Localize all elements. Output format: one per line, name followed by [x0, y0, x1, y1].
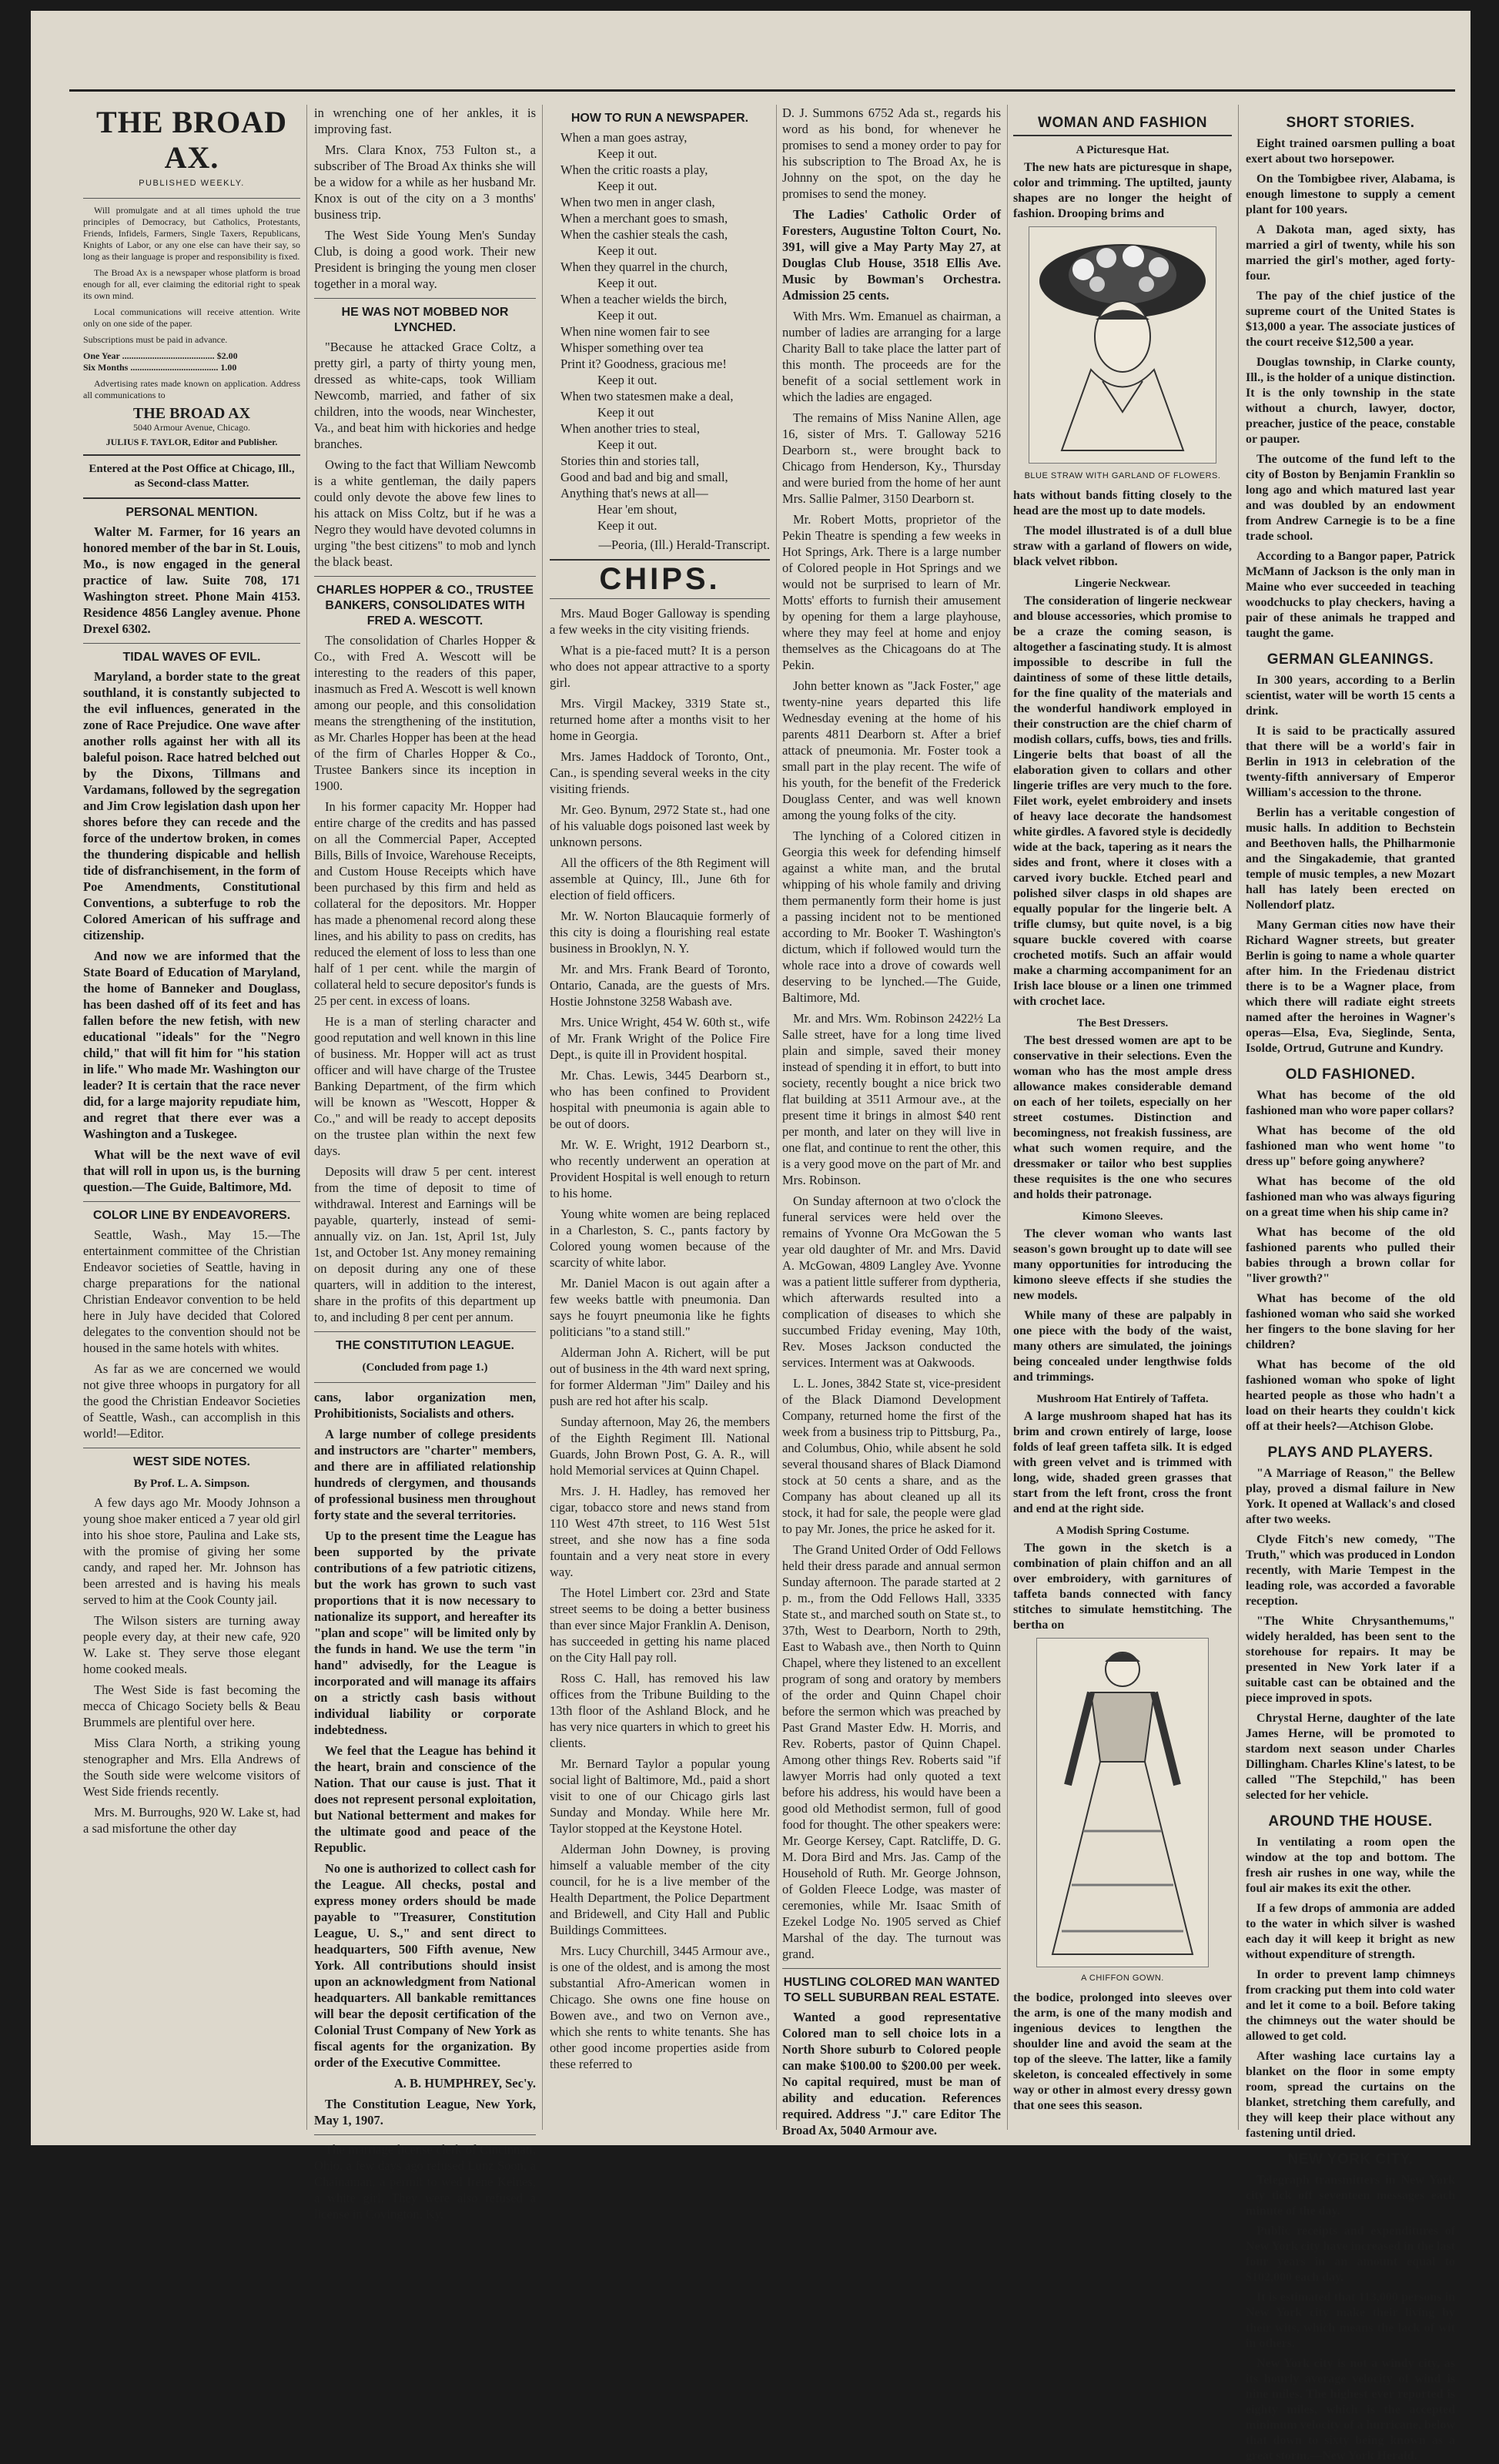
- german-item: It is said to be practically assured that there will be a world's fair in Berlin in 1913 in celebration of the twenty-fifth anniversary of Emperor William's accession to the throne.: [1246, 725, 1455, 799]
- masthead-editor: JULIUS F. TAYLOR, Editor and Publisher.: [105, 437, 278, 447]
- chips-item: Mrs. Unice Wright, 454 W. 60th st., wife of Mr. Frank Wright of the Police Fire Dept., is quite ill in Provident hospital.: [550, 1015, 770, 1062]
- west-side-p1: A few days ago Mr. Moody Johnson a young shoe maker enticed a 7 year old girl into his shoe store, Paulina and Lake sts, with the promise of giving her some candy, and raped her. Mr. Johnson has been arrested and is having his meals served to him at the Cook County jail.: [83, 1495, 300, 1607]
- nyc-item: It is estimated that 113,000 persons in New York city make their living by their wits, which means the lack of wit in others.: [1246, 2291, 1455, 2350]
- poem-line: Whisper something over tea: [560, 340, 704, 355]
- old-fashioned-heading: OLD FASHIONED.: [1285, 1066, 1416, 1083]
- old-fashioned-item: What has become of the old fashioned man who wore paper collars?: [1246, 1089, 1455, 1117]
- short-story: According to a Bangor paper, Patrick McMann of Jackson is the only man in Maine who ever succeeded in teaching woodchucks to play checkers, having a pair of these animals he trapped and taught the game.: [1246, 550, 1455, 640]
- constitution-league-sub: (Concluded from page 1.): [362, 1361, 488, 1374]
- house-item: After washing lace curtains lay a blanket on the floor in some empty room, spread the curtains on the blanket, stretching them carefully, and they will keep their place without any fastening until dried.: [1246, 2050, 1455, 2140]
- chips-item: Mr. and Mrs. Frank Beard of Toronto, Ontario, Canada, are the guests of Mrs. Hostie Johnstone 3258 Wabash ave.: [550, 962, 770, 1009]
- woman-fashion-heading: WOMAN AND FASHION: [1013, 114, 1232, 136]
- nyc-item: Public receipts and expenditures of New York city have increased in the last four years in an amount equal to $102,000 each day.: [1246, 2225, 1455, 2284]
- short-story: Douglas township, in Clarke county, Ill., is the holder of a unique distinction. It is the only township in the state without a church, lawyer, doctor, preacher, justice of the peace, constable or pauper.: [1246, 356, 1455, 446]
- column-1: [83, 105, 300, 2130]
- chips-item: Mr. W. E. Wright, 1912 Dearborn st., who recently underwent an operation at Provident Hospital is well enough to return to his home.: [550, 1137, 770, 1200]
- hat-illustration: [1029, 226, 1216, 464]
- kimono-text: The clever woman who wants last season's gown brought up to date will see many opportunities for introducing the kimono sleeve effects if she studies the new models.: [1013, 1227, 1232, 1302]
- color-line-p2: As far as we are concerned we would not give three whoops in purgatory for all the good the Christian Endeavor Societies of Seattle, Wash., can accomplish in this world!—Editor.: [83, 1361, 300, 1441]
- color-line-p1: Seattle, Wash., May 15.—The entertainment committee of the Christian Endeavor societies of Seattle, having in charge preparations for the national Christian Endeavor convention to be held here in July have decided that Colored delegates to the convention should not be housed in the same hotels with whites.: [83, 1227, 300, 1355]
- column-divider: [1007, 105, 1008, 2130]
- catholic-foresters-notice: The Ladies' Catholic Order of Foresters, Augustine Tolton Court, No. 391, will give a May Party May 27, at Douglas Club House, 3518 Ellis Ave. Music by Bowman's Orchestra. Admission 25 cents.: [782, 207, 1001, 303]
- mushroom-hat-text: A large mushroom shaped hat has its brim and crown entirely of large, loose folds of leaf green taffeta silk. It is edged with green velvet and is trimmed with long, wide, shaded green grasses that start from the left front, cross the front and end at the right side.: [1013, 1410, 1232, 1515]
- short-story: On the Tombigbee river, Alabama, is enough limestone to supply a cement plant for 100 years.: [1246, 172, 1455, 216]
- chips-item: Mrs. Maud Boger Galloway is spending a few weeks in the city visiting friends.: [550, 606, 770, 637]
- poem-line: Keep it out.: [597, 243, 657, 258]
- masthead-local: Local communications will receive attention. Write only on one side of the paper.: [83, 306, 300, 329]
- poem-line: Anything that's news at all—: [560, 486, 708, 500]
- divider: [83, 198, 300, 199]
- local-item: L. L. Jones, 3842 State st, vice-president of the Black Diamond Development Company, returned home the first of the week from a business trip to Pittsburg, Pa., and Columbus, Ohio, while absent he sold several thousand shares of Black Diamond stock at 50 cents a share, and as the Company has about cleaned up all its stock, it had for sale, the people were glad to pay Mr. Jones, the price he asked for it.: [782, 1376, 1001, 1536]
- league-p3: Up to the present time the League has been supported by the private contributions of a few patriotic citizens, but the work has grown to such vast proportions that it is now necessary to nationalize its support, and hereafter its "plan and scope" will be limited only by the funds in hand. We use the term "in hand" advisedly, for the League is incorporated and will manage its affairs on a strictly cash basis without individual liability or corporate indebtedness.: [314, 1528, 536, 1737]
- chips-item: Alderman John A. Richert, will be put out of business in the 4th ward next spring, for former Alderman "Jim" Dailey and his push are red hot after his scalp.: [550, 1345, 770, 1408]
- poem-line: Hear 'em shout,: [597, 502, 678, 517]
- gown-caption: A CHIFFON GOWN.: [1081, 1974, 1164, 1983]
- hopper-p2: In his former capacity Mr. Hopper had entire charge of the credits and has passed on all the Commercial Paper, Accepted Bills, Bills of Invoice, Warehouse Receipts, and Custom House Receipts which have been purchased by this firm and held as collateral for the depositors. Mr. Hopper has made a phenomenal record along these lines, and his ability to pass on credits, has reduced the element of loss to less than one half of 1 per cent. while the margin of collateral held to secure depositor's funds is 25 per cent. in excess of loans.: [314, 799, 536, 1008]
- divider: [83, 454, 300, 456]
- chips-item: Mrs. Virgil Mackey, 3319 State st., returned home after a months visit to her home in Georgia.: [550, 696, 770, 743]
- spring-costume-heading: A Modish Spring Costume.: [1056, 1525, 1189, 1537]
- league-p1: cans, labor organization men, Prohibitionists, Socialists and others.: [314, 1390, 536, 1421]
- masthead-paper-name: THE BROAD AX: [132, 405, 251, 422]
- west-side-byline: By Prof. L. A. Simpson.: [133, 1478, 250, 1490]
- old-fashioned-item: What has become of the old fashioned parents who pulled their babies through a brown collar for "liver growth?": [1246, 1226, 1455, 1285]
- local-item: Mr. Robert Motts, proprietor of the Pekin Theatre is spending a few weeks in Hot Springs, Ark. There is a large number of Colored people in Hot Springs and we would not be surprised to learn of Mr. Motts' efforts to furnish their amusement by opening for them a large playhouse, where they may feel at home and enjoy themselves as the Chicagoans do at The Pekin.: [782, 512, 1001, 672]
- nyc-item: Telegraph transmitters in New York city tick off seventeen messages each minute of the day.: [1246, 2174, 1455, 2218]
- not-mobbed-p1: "Because he attacked Grace Coltz, a pretty girl, a party of thirty young men, dressed as white-caps, took William Newcomb, married, and father of six children, into the woods, near Winchester, Va., and beat him with hickories and hedge branches.: [314, 340, 536, 451]
- around-house-heading: AROUND THE HOUSE.: [1268, 1813, 1433, 1830]
- column-3: [550, 105, 770, 2130]
- newspaper-poem: [550, 129, 770, 534]
- chips-item: Mr. W. Norton Blaucaquie formerly of this city is doing a flourishing real estate business in Brooklyn, N. Y.: [550, 909, 770, 956]
- personal-mention-heading: PERSONAL MENTION.: [125, 506, 258, 519]
- top-rule: [69, 89, 1455, 92]
- house-item: If a few drops of ammonia are added to the water in which silver is washed each day it will keep it bright as new without expenditure of strength.: [1246, 1902, 1455, 1961]
- chips-item: Young white women are being replaced in a Charleston, S. C., pants factory by Colored young women because of the scarcity of white labor.: [550, 1207, 770, 1270]
- west-side-heading: WEST SIDE NOTES.: [132, 1455, 250, 1468]
- tidal-waves-p3: What will be the next wave of evil that will roll in upon us, is the burning question.—The Guide, Baltimore, Md.: [83, 1147, 300, 1194]
- german-item: Berlin has a veritable congestion of music halls. In addition to Bechstein and Beethoven halls, the Philharmonie and the Singakademie, that granted temple of music temples, a new Mozart hall has lately been erected on Nollendorf platz.: [1246, 806, 1455, 912]
- masthead-entered: Entered at the Post Office at Chicago, Ill., as Second-class Matter.: [89, 463, 295, 490]
- west-side-p4: Miss Clara North, a striking young stenographer and Mrs. Ella Andrews of the South side were welcome visitors of West Side friends recently.: [83, 1736, 300, 1799]
- column-6: [1246, 105, 1455, 2462]
- rate-six-months: Six Months ...................................... 1.00: [83, 362, 237, 373]
- masthead-subtitle: PUBLISHED WEEKLY.: [139, 179, 245, 188]
- column-divider: [776, 105, 777, 2130]
- hat-text-1: The new hats are picturesque in shape, color and trimming. The uptilted, jaunty shapes are no longer the height of fashion. Drooping brims and: [1013, 161, 1232, 220]
- league-p4: We feel that the League has behind it the heart, brain and conscience of the Nation. That our cause is just. That it does not represent personal exploitation, but National betterment and makes for the ultimate good and peace of the Republic.: [314, 1743, 536, 1855]
- poem-line: Good and bad and big and small,: [560, 470, 728, 484]
- hopper-p4: Deposits will draw 5 per cent. interest from the time of deposit to time of withdrawal. Interest and Earnings will be payable, quarterly, instead of semi-annually viz. on Jan. 1st, April 1st, July 1st, and October 1st. Any money remaining on deposit during any one of these quarters, will in addition to the interest, share in the profits of this department up to, and including 8 per cent per annum.: [314, 1164, 536, 1324]
- league-signature: A. B. HUMPHREY, Sec'y.: [393, 2076, 536, 2091]
- constitution-league-heading: THE CONSTITUTION LEAGUE.: [336, 1339, 514, 1352]
- chips-item: Mrs. James Haddock of Toronto, Ont., Can., is spending several weeks in the city visiting friends.: [550, 749, 770, 796]
- poem-line: When the cashier steals the cash,: [560, 227, 728, 242]
- divider: [314, 576, 536, 577]
- west-side-p5: Mrs. M. Burroughs, 920 W. Lake st, had a sad misfortune the other day: [83, 1805, 300, 1836]
- newspaper-page: [31, 11, 1471, 2462]
- divider: [314, 1382, 536, 1383]
- tidal-waves-p2: And now we are informed that the State Board of Education of Maryland, the home of Banneker and Douglass, has been dashed off of its feet and has fallen before the new fetish, with new educational "ideals" for the "Negro child," that will fit him for "his station in life." Who made Mr. Washington our leader? It is certain that the race never did, for a large majority repudiate him, and regret that there ever was a Washington and a Tuskegee.: [83, 949, 300, 1141]
- column-divider: [306, 105, 307, 2130]
- poem-line: Stories thin and stories tall,: [560, 454, 700, 468]
- tidal-waves-p1: Maryland, a border state to the great southland, it is constantly subjected to the evil influences, generated in the zone of Race Prejudice. One wave after another rolls against her with all its baleful poison. Race hatred belched out by the Dixons, Tillmans and Vardamans, followed by the segregation and Jim Crow legislation dash upon her shores before they can recede and the force of the undertow broken, in comes the thundering dispicable and hellish tide of disfranchisement, in the form of Poe Amendments, Constitutional Conventions, a subterfuge to rob the Colored American of his suffrage and citizenship.: [83, 669, 300, 942]
- poem-line: When a merchant goes to smash,: [560, 211, 728, 226]
- poem-line: When a man goes astray,: [560, 130, 688, 145]
- west-side-p3: The West Side is fast becoming the mecca of Chicago Society bells & Beau Brummels are plentiful over here.: [83, 1682, 300, 1729]
- old-fashioned-item: What has become of the old fashioned woman who spoke of light hearted people as those who hadn't a load on their hearts they couldn't kick off at their heels?—Atchison Globe.: [1246, 1358, 1455, 1433]
- plays-item: "The White Chrysanthemums," widely heralded, has been sent to the storehouse for repairs. It may be presented in New York later if a suitable cast can be obtained and the piece improved in spots.: [1246, 1615, 1455, 1705]
- nyc-item: New York city is not a windy city, as its hourly average velocity of wind is nine miles. The highest ever reported is eighty miles, which is the accepted minimum velocity of a hurricane, below that down to sixty being known as a great storm.—New York Herald.: [1246, 2357, 1455, 2462]
- kimono-text-2: While many of these are palpably in one piece with the body of the waist, many others are simulated, the joinings being concealed under lengthwise folds and trimmings.: [1013, 1309, 1232, 1384]
- best-dressers-heading: The Best Dressers.: [1076, 1017, 1169, 1029]
- poem-source: —Peoria, (Ill.) Herald-Transcript.: [598, 537, 770, 552]
- newspaper-poem-heading: HOW TO RUN A NEWSPAPER.: [570, 112, 749, 125]
- poem-line: Keep it out.: [597, 437, 657, 452]
- poem-line: Keep it out.: [597, 308, 657, 323]
- spring-costume-text-2: the bodice, prolonged into sleeves over the arm, is one of the many modish and ingenious devices to lengthen the shoulder line and avoid the seam at the top of the sleeve. The latter, like a family skeleton, is concealed effectively in some way or other in almost every dressy gown that one sees this season.: [1013, 1991, 1232, 2112]
- not-mobbed-p2: Owing to the fact that William Newcomb is a white gentleman, the daily papers could only devote the above few lines to his attack on Miss Coltz, but if he was a Negro they would have devoted columns in urging "the best citizens" to mob and lynch the black beast.: [314, 457, 536, 569]
- local-item: The remains of Miss Nanine Allen, age 16, sister of Mrs. T. Galloway 5216 Dearborn st., were brought back to Chicago from Henderson, Ky., Thursday and were buried from the home of her aunt Mrs. Sallie Palmer, 3150 Dearborn st.: [782, 410, 1001, 506]
- german-item: Many German cities now have their Richard Wagner streets, but greater Berlin is going to name a whole quarter after him. In the Friedenau district there is to be a Wagner place, from which there will radiate eight streets named after the heroines in Wagner's operas—Elsa, Eva, Sieglinde, Senta, Isolde, Ortrud, Gutrune and Kundry.: [1246, 919, 1455, 1055]
- chips-heading: CHIPS.: [599, 562, 721, 596]
- old-fashioned-item: What has become of the old fashioned woman who said she worked her fingers to the bone slaving for her children?: [1246, 1292, 1455, 1351]
- hat-text-2: hats without bands fitting closely to the head are the most up to date models.: [1013, 489, 1232, 517]
- hopper-p1: The consolidation of Charles Hopper & Co., with Fred A. Wescott will be interesting to the readers of this paper, inasmuch as Fred A. Wescott is well known among our people, and this consolidation means the strengthening of the institution, as Mr. Charles Hopper has been at the head of the firm of Charles Hopper & Co., Trustee Bankers since its inception in 1900.: [314, 633, 537, 793]
- chips-item: What is a pie-faced mutt? It is a person who does not appear attractive to a sporty girl.: [550, 643, 770, 690]
- short-story: The pay of the chief justice of the supreme court of the United States is $13,000 a year. The associate justices of the court receive $12,500 a year.: [1246, 290, 1455, 349]
- short-stories-heading: SHORT STORIES.: [1286, 115, 1415, 131]
- picturesque-hat-heading: A Picturesque Hat.: [1076, 144, 1169, 156]
- league-signature-place: The Constitution League, New York, May 1, 1907.: [314, 2097, 536, 2128]
- poem-line: Keep it out.: [597, 518, 657, 533]
- chips-item: Alderman John Downey, is proving himself a valuable member of the city council, for he is a live member of the Health Department, the Police Department and Bridewell, and City Hall and Public Buildings Committees.: [550, 1842, 770, 1937]
- german-gleanings-heading: GERMAN GLEANINGS.: [1266, 651, 1434, 668]
- local-item: Mr. and Mrs. Wm. Robinson 2422½ La Salle street, have for a long time lived plain and simple, saved their money instead of spending it in effort, to butt into society, recently bought a nice brick two flat building at 3511 Armour ave., at the present time it brings in almost $40 rent per month, and later on they will live in one flat, and continue to rent the other, this is a very good move on the part of Mr. and Mrs. Robinson.: [782, 1011, 1001, 1187]
- chips-item: Mr. Geo. Bynum, 2972 State st., had one of his valuable dogs poisoned last week by unknown persons.: [550, 802, 770, 849]
- best-dressers-text: The best dressed women are apt to be conservative in their selections. Even the woman who has the most ample dress allowance makes considerable demand on each of her toilets, especially on her street costumes. Distinction and becomingness, not freakish fussiness, are what such women require, and the dressmaker or tailor who best supplies these requisites is the one who secures and holds their patronage.: [1013, 1034, 1232, 1201]
- poem-line: Keep it out.: [597, 146, 657, 161]
- local-item: The Grand United Order of Odd Fellows held their dress parade and annual sermon Sunday afternoon. The parade started at 2 p. m., from the Odd Fellows Hall, 3335 State st., and marched south on State st., to 37th, West to Dearborn, North to 29th, East to Wabash ave., then North to Quinn Chapel, where they listened to an excellent program of song and oratory by members of the order and Quinn Chapel choir before the sermon which was preached by Past Grand Master Edw. H. Morris, and Rev. Roberts, pastor of Quinn Chapel. Among other things Rev. Roberts said "if lawyer Morris had only quoted a text before his address, his would have been a good old Methodist sermon, full of good food for thought. The other speakers were: Mr. George Kersey, Capt. Ratcliffe, D. G. M. Dora Bird and Mrs. Jas. Camp of the Household of Ruth. Mr. George Johnson, of Golden Fleece Lodge, was master of ceremonies, while Mr. Isaac Smith of Ezekel Lodge No. 1905 served as Chief Marshal of the day. The turnout was grand.: [782, 1542, 1001, 1961]
- german-item: In 300 years, according to a Berlin scientist, water will be worth 15 cents a drink.: [1246, 674, 1455, 718]
- poem-line: When another tries to steal,: [560, 421, 700, 436]
- spring-costume-text: The gown in the sketch is a combination of plain chiffon and an all over embroidery, with garnitures of taffeta bands connected with fancy stitches to simulate hemstitching. The bertha on: [1013, 1542, 1232, 1632]
- hopper-heading: CHARLES HOPPER & CO., TRUSTEE BANKERS, CONSOLIDATES WITH FRED A. WESCOTT.: [316, 584, 534, 628]
- old-fashioned-item: What has become of the old fashioned man who went home "to dress up" before going anywhere?: [1246, 1124, 1455, 1168]
- short-story: Eight trained oarsmen pulling a boat exert about two horsepower.: [1246, 137, 1455, 166]
- tidal-waves-heading: TIDAL WAVES OF EVIL.: [122, 651, 261, 664]
- west-side-cont-2: Mrs. Clara Knox, 753 Fulton st., a subscriber of The Broad Ax thinks she will be a widow for a while as her husband Mr. Knox is out of the city on a 3 months' business trip.: [314, 142, 536, 222]
- rate-one-year: One Year ........................................ $2.00: [83, 350, 238, 361]
- west-side-p2: The Wilson sisters are turning away people every day, at their new cafe, 920 W. Lake st. They serve those elegant home cooked meals.: [83, 1613, 300, 1676]
- poem-line: Print it? Goodness, gracious me!: [560, 357, 727, 371]
- hat-caption: BLUE STRAW WITH GARLAND OF FLOWERS.: [1024, 471, 1221, 480]
- local-item: John better known as "Jack Foster," age twenty-nine years departed this life Wednesday evening at the home of his parents 4811 Dearborn st. After a brief attack of pneumonia. Mr. Foster took a small part in the play recent. The wife of his youth, for the benefit of the Frederick Douglass Center, and was well known among the young folks of the city.: [782, 678, 1001, 822]
- plays-players-heading: PLAYS AND PLAYERS.: [1267, 1445, 1434, 1461]
- color-line-heading: COLOR LINE BY ENDEAVORERS.: [92, 1209, 291, 1222]
- old-fashioned-item: What has become of the old fashioned man who was always figuring on a great time when his ship came in?: [1246, 1175, 1455, 1219]
- masthead: [83, 105, 300, 192]
- local-item: With Mrs. Wm. Emanuel as chairman, a number of ladies are arranging for a large Charity Ball to take place the latter part of this month. The proceeds are for the benefit of a social settlement work in which the ladies are engaged.: [782, 309, 1001, 404]
- gown-illustration: [1036, 1638, 1209, 1967]
- column-4: [782, 105, 1001, 2138]
- divider: [83, 497, 300, 499]
- short-story: The outcome of the fund left to the city of Boston by Benjamin Franklin so long ago and which matured last year and was doubled by an endowment from Andrew Carnegie is to be a fine trade school.: [1246, 453, 1455, 543]
- divider: [550, 559, 770, 561]
- plays-item: Clyde Fitch's new comedy, "The Truth," which was produced in London recently, with Marie Tempest in the leading role, was accorded a favorable reception.: [1246, 1533, 1455, 1608]
- marriage-license-item: The marriage license clerk of Cincinnati, Ohio, a few days ago refused Lunz Soon, a Chainaman, a permit to wed Irene Keines, a white girl. They were also refused a license in Covington, Ky.: [314, 2142, 536, 2221]
- column-divider: [1238, 105, 1239, 2130]
- column-divider: [542, 105, 543, 2130]
- divider: [314, 298, 536, 299]
- poem-line: When two men in anger clash,: [560, 195, 715, 209]
- league-p5: No one is authorized to collect cash for the League. All checks, postal and express money orders should be made payable to "Treasurer, Constitution League, U. S.," and sent direct to headquarters, 500 Fifth avenue, New York. All contributions should insist upon an acknowledgment from National headquarters. All bankable remittances will bear the deposit certification of the Colonial Trust Company of New York as fiscal agents for the organization. By order of the Executive Committee.: [314, 1861, 536, 2070]
- masthead-platform: The Broad Ax is a newspaper whose platform is broad enough for all, ever claiming the editorial right to speak its own mind.: [83, 267, 300, 301]
- column-2: [314, 105, 537, 2221]
- league-p2: A large number of college presidents and instructors are "charter" members, and there are in affiliated relationship hundreds of clergymen, and thousands of professional business men throughout forty state and the several territories.: [314, 1427, 536, 1522]
- chips-item: Sunday afternoon, May 26, the members of the Eighth Regiment Ill. National Guards, John Brown Post, G. A. R., will hold Memorial services at Quinn Chapel.: [550, 1414, 770, 1478]
- house-item: In ventilating a room open the window at the top and bottom. The fresh air rushes in one way, while the foul air makes its exit the other.: [1246, 1836, 1455, 1895]
- masthead-advertising: Advertising rates made known on application. Address all communications to: [83, 378, 300, 400]
- chips-item: Ross C. Hall, has removed his law offices from the Tribune Building to the 13th floor of the Ashland Block, and he has very nice quarters in which to greet his clients.: [550, 1671, 770, 1750]
- hustling-ad-heading: HUSTLING COLORED MAN WANTED TO SELL SUBURBAN REAL ESTATE.: [783, 1976, 1000, 2004]
- plays-item: Chrystal Herne, daughter of the late James Herne, will be promoted to stardom next season under Charles Dillingham. Charles Kline's latest, to be called "The Stepchild," has been selected for her vehicle.: [1246, 1712, 1455, 1802]
- west-side-cont-1: in wrenching one of her ankles, it is improving fast.: [314, 105, 536, 136]
- masthead-address: 5040 Armour Avenue, Chicago.: [132, 422, 251, 433]
- divider: [550, 598, 770, 599]
- divider: [314, 1331, 536, 1332]
- plays-item: "A Marriage of Reason," the Bellew play, proved a dismal failure in New York. It opened at Wallack's and closed after two weeks.: [1246, 1467, 1455, 1526]
- poem-line: Keep it out.: [597, 179, 657, 193]
- new-york-city-heading: NEW YORK CITY.: [1287, 2151, 1414, 2168]
- poem-line: When two statesmen make a deal,: [560, 389, 734, 403]
- chips-item: All the officers of the 8th Regiment will assemble at Quincy, Ill., June 6th for election of field officers.: [550, 855, 770, 902]
- poem-line: Keep it out.: [597, 373, 657, 387]
- poem-line: Keep it out.: [597, 276, 657, 290]
- divider: [782, 1968, 1001, 1969]
- chips-item: Mrs. J. H. Hadley, has removed her cigar, tobacco store and news stand from 110 West 47th street, to 116 West 51st street, and she now has a fine soda fountain and a very neat store in every way.: [550, 1484, 770, 1579]
- hustling-ad-text: Wanted a good representative Colored man to sell choice lots in a North Shore suburb to Colored people can make $100.00 to $200.00 per week. No capital required, must be man of ability and education. References required. Address "J." care Editor The Broad Ax, 5040 Armour ave.: [782, 2010, 1001, 2138]
- house-item: In order to prevent lamp chimneys from cracking put them into cold water and let it come to a boil. Before taking the chimneys out the water should be allowed to get cold.: [1246, 1968, 1455, 2043]
- chips-item: Mrs. Lucy Churchill, 3445 Armour ave., is one of the oldest, and is among the most substantial Afro-American women in Chicago. She owns one fine house on Bowen ave., and two on Vernon ave., which she rents to white tenants. She has other good income properties aside from these referred to: [550, 1943, 770, 2071]
- column-5: [1013, 105, 1232, 2130]
- masthead-subscriptions: Subscriptions must be paid in advance.: [83, 334, 228, 345]
- poem-line: When they quarrel in the church,: [560, 259, 728, 274]
- chips-item: Mr. Chas. Lewis, 3445 Dearborn st., who has been confined to Provident hospital with pneumonia is again able to be out of doors.: [550, 1068, 770, 1131]
- poem-line: When a teacher wields the birch,: [560, 292, 728, 306]
- chips-item: Mr. Daniel Macon is out again after a few weeks battle with pneumonia. Dan says he fouyrt pneumonia like he fights politicians "to a stand still.": [550, 1276, 770, 1339]
- divider: [83, 1201, 300, 1202]
- short-story: A Dakota man, aged sixty, has married a girl of twenty, while his son married the girl's mother, aged forty-four.: [1246, 223, 1455, 283]
- local-item: The lynching of a Colored citizen in Georgia this week for defending himself against a white man, and the brutal whipping of his whole family and driving them permanently form their home is just a passing incident not to be mentioned according to Mr. Booker T. Washington's dictum, which if followed would turn the whole race into a drove of cowards well deserving to be lynched.—The Guide, Baltimore, Md.: [782, 829, 1001, 1005]
- poem-line: Keep it out: [597, 405, 654, 420]
- poem-line: When the critic roasts a play,: [560, 162, 708, 177]
- local-item: D. J. Summons 6752 Ada st., regards his word as his bond, for whenever he promises to send a money order to pay for his subscription to The Broad Ax, he is Johnny on the spot, on the day he promises to send the money.: [782, 105, 1001, 201]
- lingerie-heading: Lingerie Neckwear.: [1074, 578, 1171, 590]
- chips-item: Mr. Bernard Taylor a popular young social light of Baltimore, Md., paid a short visit to one of our Chicago girls last Sunday and Monday. While here Mr. Taylor stopped at the Keystone Hotel.: [550, 1756, 770, 1836]
- not-mobbed-heading: HE WAS NOT MOBBED NOR LYNCHED.: [341, 306, 509, 334]
- hopper-p3: He is a man of sterling character and good reputation and well known in this line of business. Mr. Hopper will act as trust officer and will have charge of the Trustee Banking Department, of the firm which will be known as "Wescott, Hopper & Co.," and will be ready to accept deposits on the trustee plan within the next few days.: [314, 1014, 536, 1158]
- divider: [83, 643, 300, 644]
- personal-mention-text: Walter M. Farmer, for 16 years an honored member of the bar in St. Louis, Mo., is now engaged in the general practice of law. Suite 708, 171 Washington street. Phone Main 4153. Residence 4856 Langley avenue. Phone Drexel 6302.: [83, 524, 300, 636]
- local-item: On Sunday afternoon at two o'clock the funeral services were held over the remains of Yvonne Ora McGowan the 5 year old daughter of Mr. and Mrs. David A. McGowan, 4809 Langley Ave. Yvonne was a patient little sufferer from dyptheria, which afterwards resulted into a complication of diseases to which she succumbed Friday evening, May 10th, Rev. Moses Jackson conducted the services. Interment was at Oakwoods.: [782, 1194, 1001, 1370]
- kimono-heading: Kimono Sleeves.: [1082, 1210, 1163, 1223]
- masthead-title: THE BROAD AX.: [96, 105, 287, 175]
- west-side-cont-3: The West Side Young Men's Sunday Club, is doing a good work. Their new President is bringing the young men closer together in a moral way.: [314, 228, 536, 291]
- lingerie-text: The consideration of lingerie neckwear and blouse accessories, which promise to be a craze the coming season, is altogether a fascinating study. It is almost impossible to describe in full the daintiness of some of these little details, for the fine quality of the materials and the wonderful handiwork employed in their construction are the chief charm of modish collars, cuffs, bows, ties and frills. Lingerie belts that boast of all the elaboration given to collars and other lingerie trifles are very much to the fore. Filet work, eyelet embroidery and insets of heavy lace decorate the handsomest white girdles. A favored style is decidedly wide at the back, tapering as it nears the sides and front, where it closes with a carved ivory buckle. Etched pearl and polished silver clasps in old shapes are equally popular for the lingerie belt. A trifle clumsy, but quite novel, is a big square buckle covered with coarse crocheted motifs. Such an affair would make a charming accompaniment for an Irish lace blouse or a linen one trimmed with crochet lace.: [1013, 594, 1232, 1008]
- chips-item: The Hotel Limbert cor. 23rd and State street seems to be doing a better business than ever since Major Franklin A. Denison, has succeeded in getting his name placed on the City Hall pay roll.: [550, 1585, 770, 1665]
- masthead-policy: Will promulgate and at all times uphold the true principles of Democracy, but Catholics, Protestants, Friends, Infidels, Farmers, Single Taxers, Republicans, Knights of Labor, or any one else can have their say, so long as their language is proper and responsibility is fixed.: [83, 205, 300, 262]
- poem-line: When nine women fair to see: [560, 324, 710, 339]
- divider: [314, 2134, 536, 2135]
- mushroom-hat-heading: Mushroom Hat Entirely of Taffeta.: [1036, 1393, 1209, 1405]
- hat-text-3: The model illustrated is of a dull blue straw with a garland of flowers on wide, black velvet ribbon.: [1013, 524, 1232, 568]
